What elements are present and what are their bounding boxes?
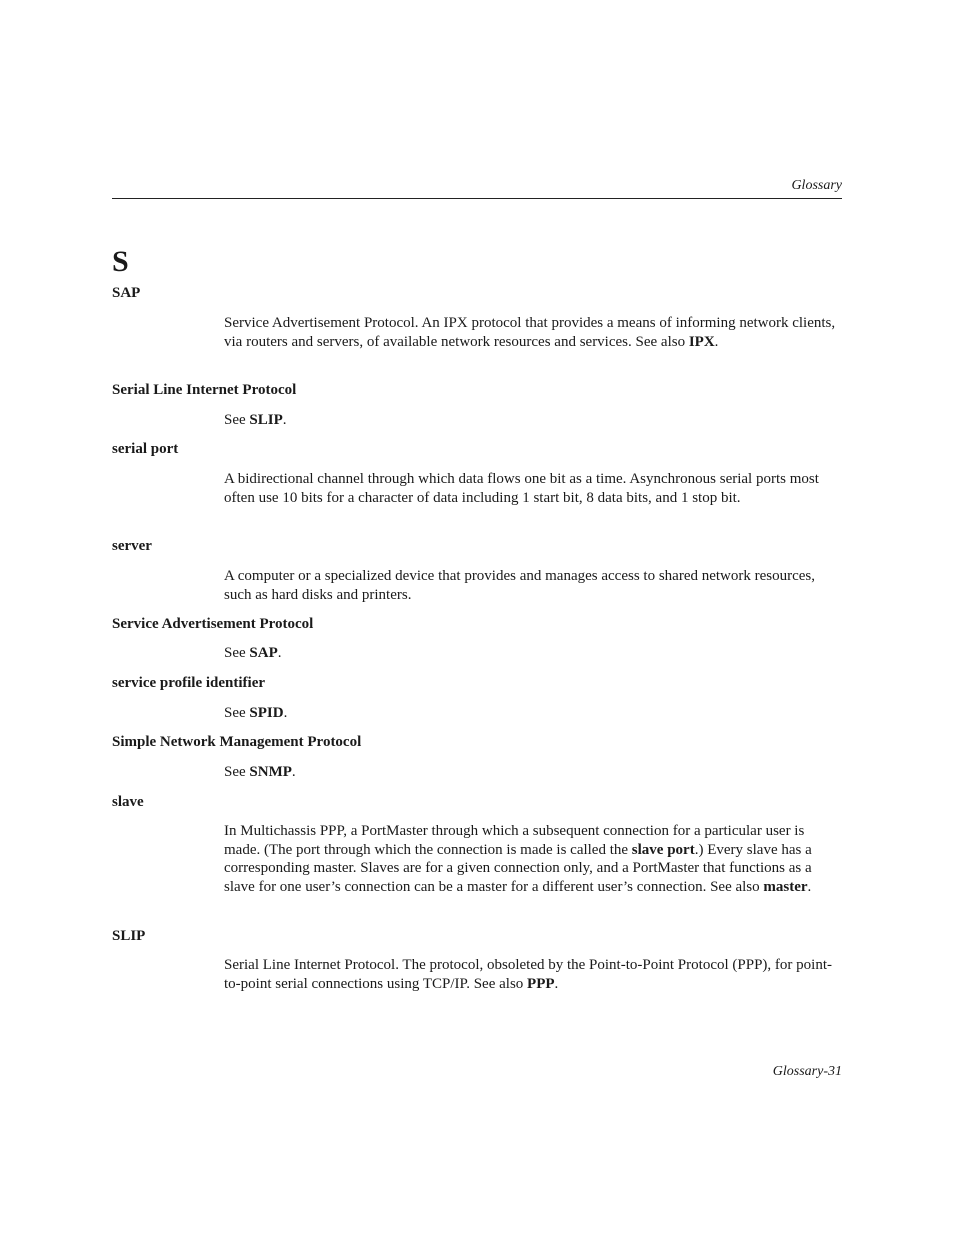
cross-reference: SNMP [249,764,292,780]
glossary-term: server [112,538,152,554]
glossary-term: Serial Line Internet Protocol [112,382,297,398]
glossary-term: slave [112,794,144,810]
glossary-term: Service Advertisement Protocol [112,616,314,632]
glossary-term: SAP [112,285,141,301]
glossary-definition: See SNMP. [224,764,296,780]
glossary-definition: Serial Line Internet Protocol. The protocol, obsoleted by the Point-to-Point Protocol (PPP), for point-to-point serial connections using TCP/IP. See also PPP. [224,957,832,992]
cross-reference: SPID [249,705,284,721]
glossary-term: service profile identifier [112,675,266,691]
cross-reference: IPX [688,333,715,350]
page-number: Glossary-31 [772,1064,842,1079]
glossary-term: SLIP [112,928,146,944]
glossary-term: serial port [112,441,179,457]
glossary-definition: A computer or a specialized device that provides and manages access to shared network resources, such as hard disks and printers. [224,568,816,603]
header-rule [112,198,842,199]
glossary-definition: See SLIP. [224,412,287,428]
cross-reference: SAP [249,645,278,661]
glossary-definition: A bidirectional channel through which data flows one bit as a time. Asynchronous serial ports most often use 10 bits for a character of data including 1 start bit, 8 data bits, and 1 stop bit. [224,471,819,506]
cross-reference: PPP [527,975,555,992]
glossary-definition: See SPID. [224,705,288,721]
cross-reference: SLIP [249,412,283,428]
glossary-term: Simple Network Management Protocol [112,734,362,750]
section-letter: S [112,245,129,278]
cross-reference: slave port [631,841,695,858]
glossary-definition: Service Advertisement Protocol. An IPX protocol that provides a means of informing network clients, via routers and servers, of available network resources and services. See also IPX. [224,315,836,350]
glossary-definition: See SAP. [224,645,282,661]
glossary-definition: In Multichassis PPP, a PortMaster through which a subsequent connection for a particular user is made. (The port through which the connection is made is called the slave port.) Every slave has a corresponding master. Slaves are for a given connection only, and a PortMaster that functions as a slave for one user’s connection can be a master for a different user’s connection. See also master. [224,823,812,896]
running-header: Glossary [791,178,842,193]
cross-reference: master [763,879,808,896]
